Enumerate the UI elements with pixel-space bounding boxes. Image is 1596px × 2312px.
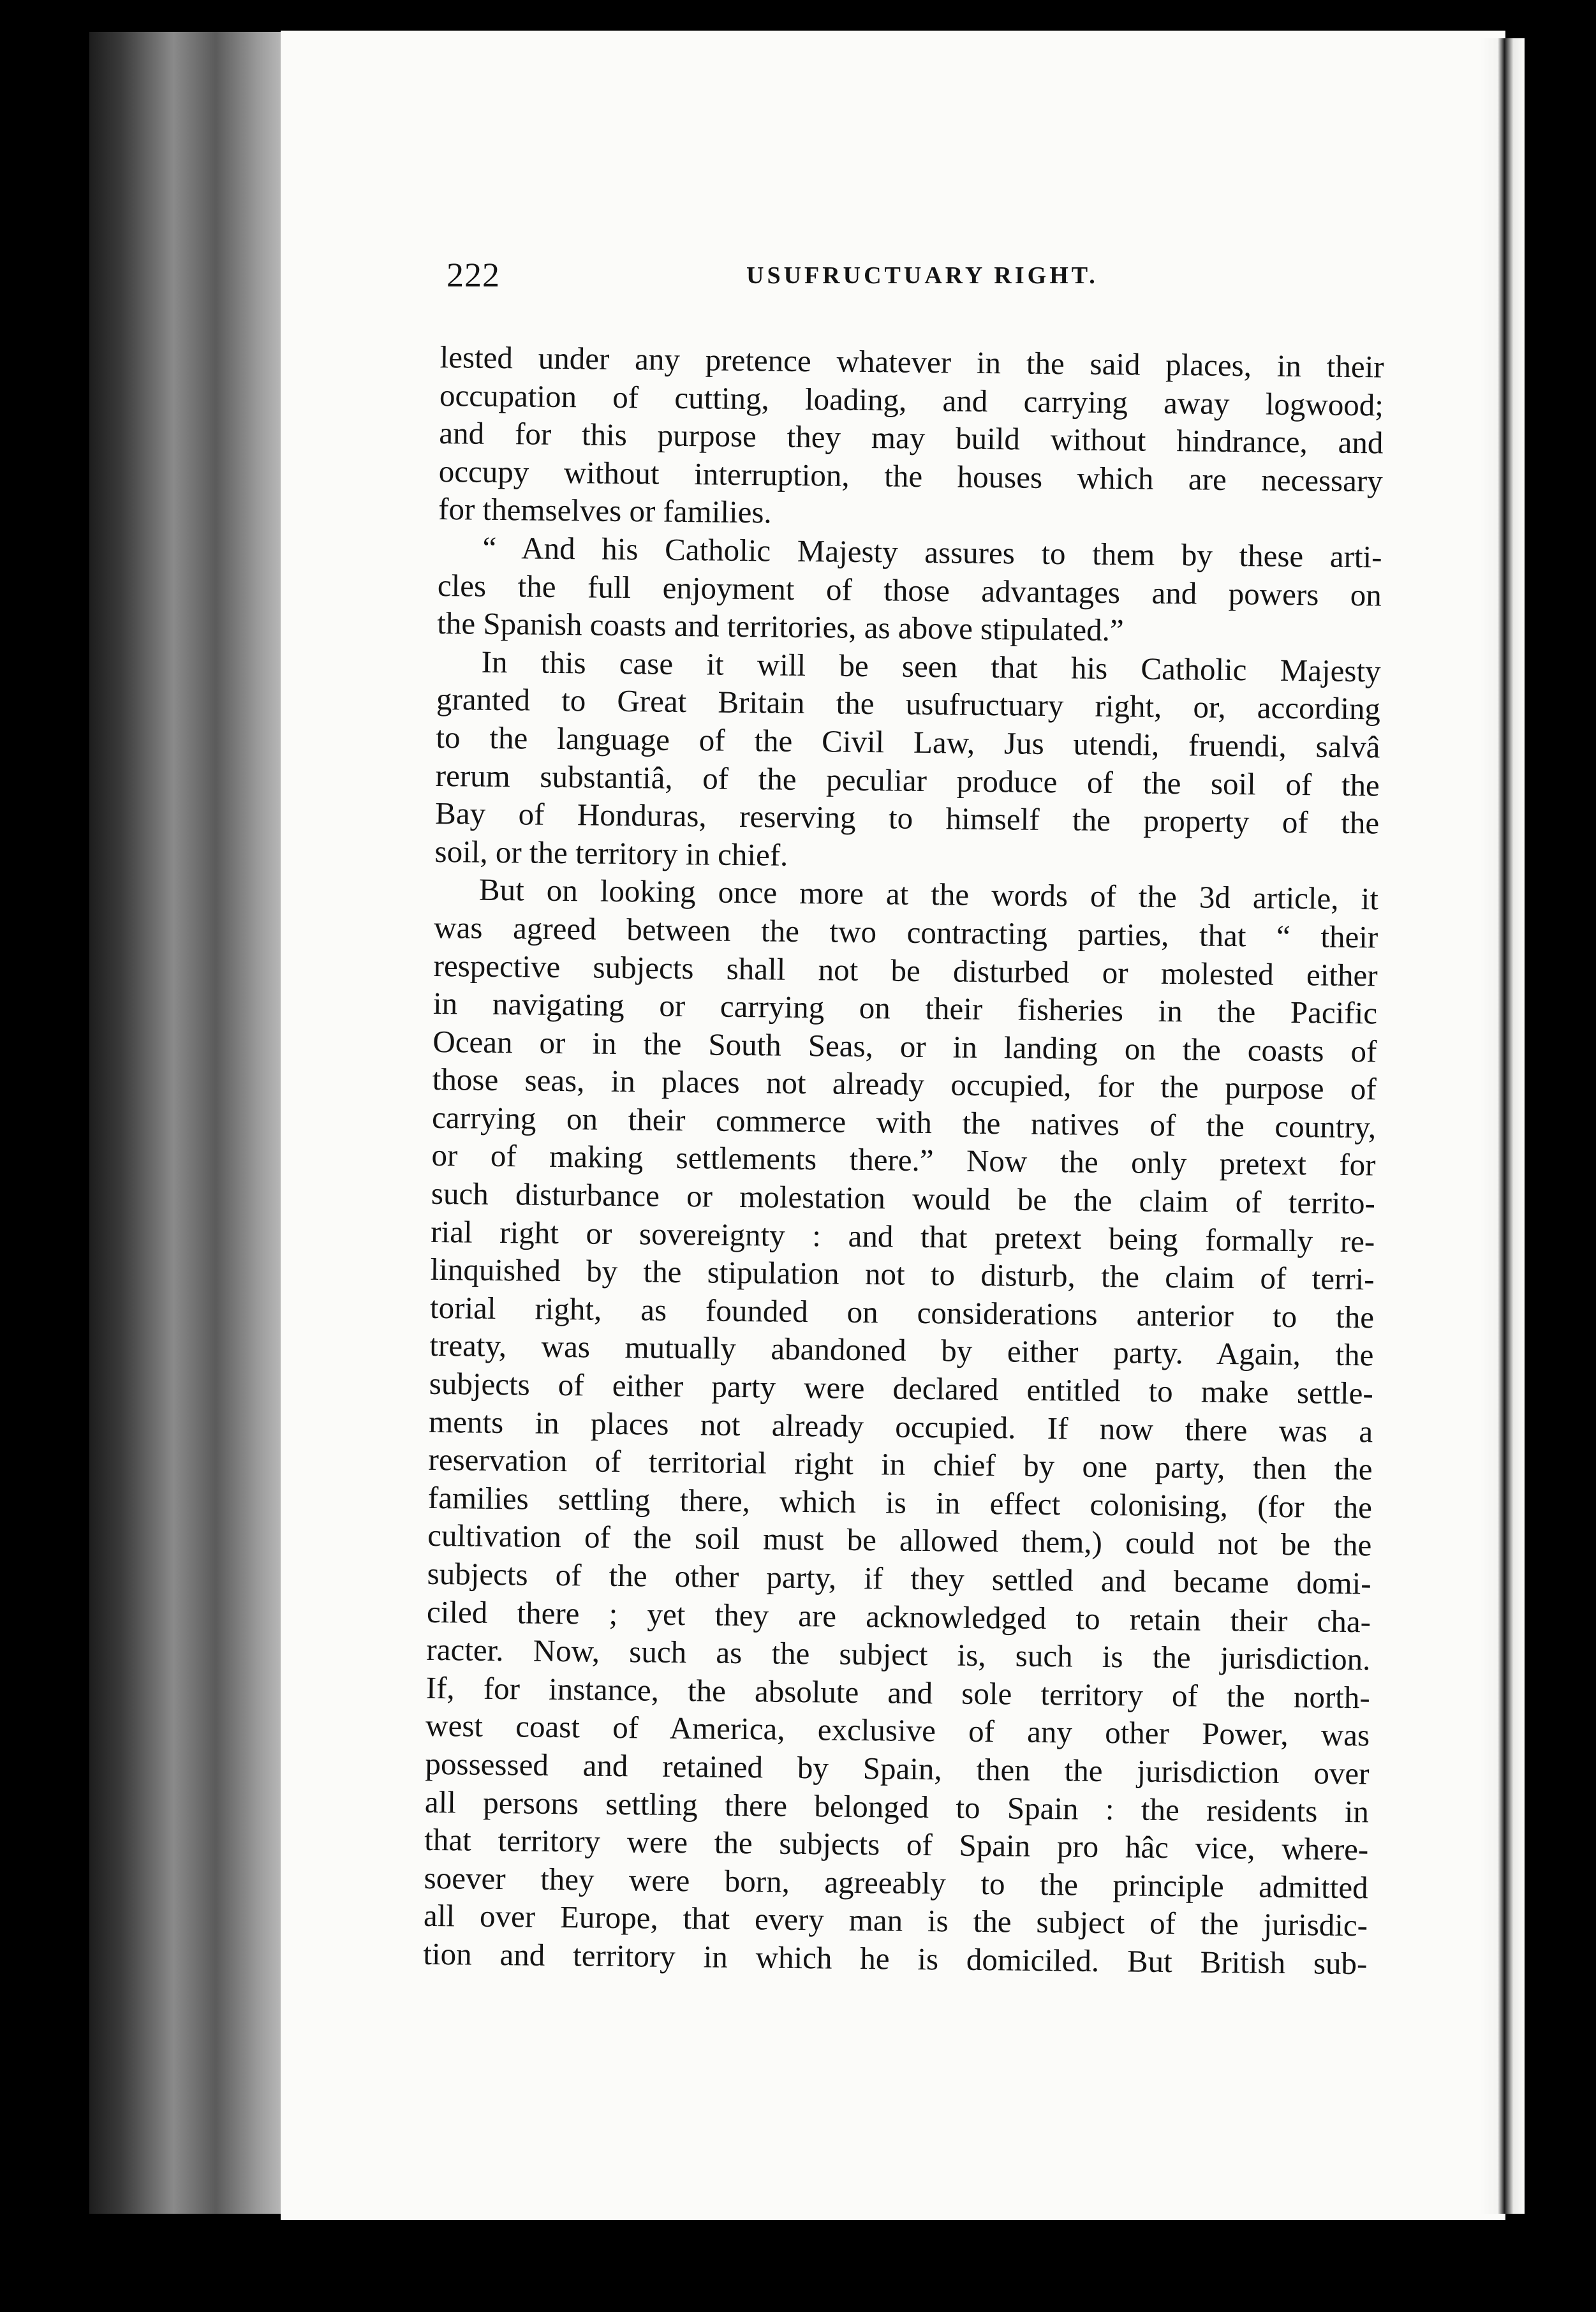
text-line: in navigating or carrying on their fisheries in the Pacific — [432, 986, 1378, 1031]
text-line: the Spanish coasts and territories, as above stipulated.” — [437, 605, 1124, 648]
text-line: rerum substantiâ, of the peculiar produce of the soil of the — [435, 757, 1380, 803]
text-line: reservation of territorial right in chief by one party, then the — [428, 1442, 1373, 1487]
text-line: that territory were the subjects of Spain pro hâc vice, where- — [424, 1822, 1369, 1867]
text-line: torial right, as founded on considerations anterior to the — [429, 1289, 1375, 1335]
text-line: If, for instance, the absolute and sole territory of the north- — [425, 1670, 1371, 1715]
text-line: ments in places not already occupied. If now there was a — [428, 1404, 1373, 1449]
text-line: occupation of cutting, loading, and carrying away logwood; — [439, 377, 1384, 423]
book-gutter — [89, 32, 300, 2214]
text-line: to the language of the Civil Law, Jus utendi, fruendi, salvâ — [436, 719, 1380, 765]
text-line: west coast of America, exclusive of any other Power, was — [425, 1708, 1370, 1753]
text-line: subjects of either party were declared entitled to make settle- — [429, 1365, 1374, 1411]
text-line: subjects of the other party, if they settled and became domi- — [427, 1555, 1371, 1601]
text-line: for themselves or families. — [438, 491, 772, 530]
running-head — [447, 255, 1391, 306]
text-line: Bay of Honduras, reserving to himself the property of the — [434, 796, 1380, 841]
text-line: possessed and retained by Spain, then the jurisdiction over — [425, 1745, 1370, 1791]
text-line: all persons settling there belonged to Spain : the residents in — [424, 1784, 1370, 1829]
text-line: Ocean or in the South Seas, or in landing on the coasts of — [432, 1023, 1377, 1069]
text-line: families settling there, which is in effect colonising, (for the — [427, 1479, 1373, 1525]
text-line: cles the full enjoyment of those advantages and powers on — [437, 567, 1382, 613]
text-line: linquished by the stipulation not to disturb, the claim of terri- — [430, 1252, 1375, 1297]
text-line: In this case it will be seen that his Catholic Majesty — [481, 644, 1381, 689]
text-line: occupy without interruption, the houses which are necessary — [438, 453, 1384, 499]
text-line: rial right or sovereignty : and that pretext being formally re- — [431, 1213, 1375, 1259]
page-number: 222 — [447, 256, 500, 294]
text-line: soil, or the territory in chief. — [434, 833, 788, 873]
body-text — [423, 338, 1384, 1983]
text-line: such disturbance or molestation would be the claim of territo- — [431, 1175, 1376, 1221]
text-line: treaty, was mutually abandoned by either party. Again, the — [429, 1328, 1374, 1373]
text-line: But on looking once more at the words of the 3d article, it — [478, 871, 1379, 917]
text-line: ciled there ; yet they are acknowledged to retain their cha- — [426, 1594, 1371, 1639]
text-line: lested under any pretence whatever in the said places, in their — [440, 339, 1384, 385]
text-line: and for this purpose they may build without hindrance, and — [439, 415, 1384, 461]
text-line: those seas, in places not already occupied, for the purpose of — [432, 1062, 1377, 1107]
text-line: tion and territory in which he is domiciled. But British sub- — [423, 1936, 1368, 1982]
text-line: granted to Great Britain the usufructuary right, or, according — [436, 681, 1381, 727]
text-line: was agreed between the two contracting parties, that “ their — [434, 909, 1378, 955]
text-line: “ And his Catholic Majesty assures to them by these arti- — [482, 530, 1382, 575]
text-line: respective subjects shall not be disturbed or molested either — [433, 947, 1378, 993]
text-line: racter. Now, such as the subject is, such is the jurisdiction. — [426, 1632, 1371, 1677]
text-line: soever they were born, agreeably to the principle admitted — [424, 1860, 1368, 1906]
page-edge — [1480, 38, 1525, 2214]
text-line: cultivation of the soil must be allowed them,) could not be the — [427, 1518, 1372, 1563]
running-title: USUFRUCTUARY RIGHT. — [746, 262, 1098, 289]
text-line: all over Europe, that every man is the subject of the jurisdic- — [423, 1898, 1368, 1943]
text-line: carrying on their commerce with the natives of the country, — [431, 1099, 1377, 1145]
text-line: or of making settlements there.” Now the only pretext for — [431, 1137, 1376, 1183]
